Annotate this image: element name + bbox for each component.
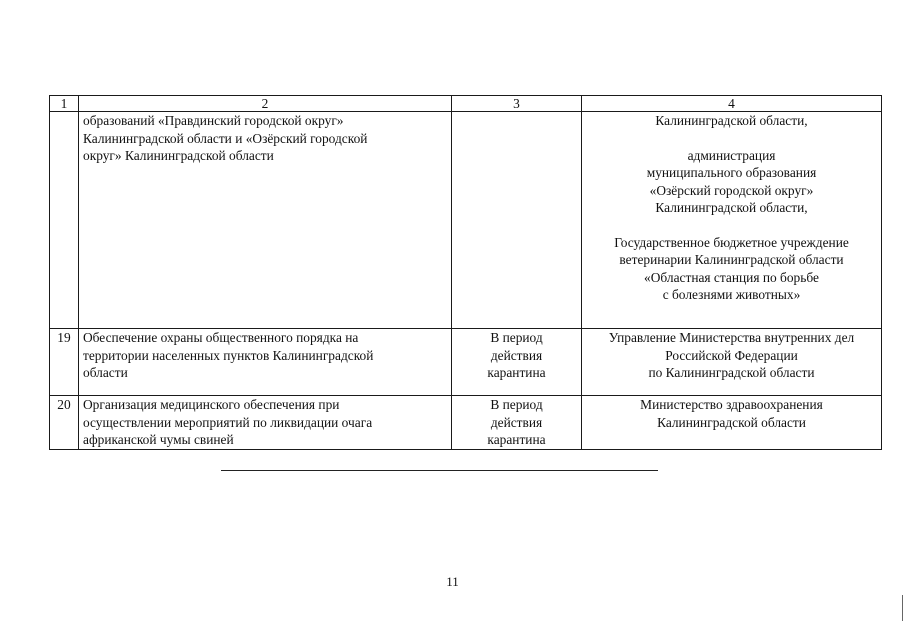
- scan-edge-mark: [902, 595, 903, 621]
- text-line: территории населенных пунктов Калининградской: [83, 347, 374, 363]
- text-line: округ» Калининградской области: [83, 148, 274, 163]
- measures-table: [49, 95, 882, 450]
- text-line: Управление Министерства внутренних дел: [608, 330, 855, 345]
- footer-divider: [221, 470, 658, 471]
- text-line: муниципального образования: [646, 165, 817, 180]
- blank-line: [586, 130, 877, 147]
- text-line: действия: [490, 347, 543, 363]
- text-line: Калининградской области и «Озёрский городской: [83, 130, 368, 146]
- text-line: администрация: [687, 147, 776, 163]
- row-number: 20: [50, 396, 79, 450]
- text-line: Министерство здравоохранения: [640, 397, 823, 412]
- deadline-cell: [452, 112, 582, 329]
- text-line: Обеспечение охраны общественного порядка на: [83, 330, 359, 345]
- table-row: [50, 396, 882, 450]
- text-line: Калининградской области,: [655, 113, 808, 128]
- text-line: карантина: [487, 365, 546, 380]
- text-line: «Областная станция по борьбе: [644, 269, 819, 285]
- responsible-cell: [582, 329, 882, 396]
- measure-cell: [79, 112, 452, 329]
- row-number: [50, 112, 79, 329]
- column-header: 3: [452, 96, 582, 112]
- deadline-cell: [452, 329, 582, 396]
- text-line: действия: [490, 414, 543, 430]
- table-row: [50, 329, 882, 396]
- column-header: 2: [79, 96, 452, 112]
- table-header-row: [50, 96, 882, 112]
- table-row: [50, 112, 882, 329]
- text-line: по Калининградской области: [648, 365, 815, 380]
- deadline-cell: [452, 396, 582, 450]
- text-line: «Озёрский городской округ»: [649, 182, 814, 198]
- text-line: африканской чумы свиней: [83, 432, 234, 447]
- text-line: В период: [490, 397, 543, 412]
- column-header: 1: [50, 96, 79, 112]
- text-line: карантина: [487, 432, 546, 447]
- text-line: осуществлении мероприятий по ликвидации очага: [83, 414, 373, 430]
- measure-cell: [79, 329, 452, 396]
- text-line: Калининградской области: [657, 414, 806, 430]
- text-line: с болезнями животных»: [662, 287, 801, 302]
- text-line: Калининградской области,: [655, 200, 808, 215]
- column-header: 4: [582, 96, 882, 112]
- text-line: В период: [490, 330, 543, 345]
- measure-cell: [79, 396, 452, 450]
- text-line: образований «Правдинский городской округ»: [83, 113, 344, 128]
- blank-line: [586, 217, 877, 234]
- row-number: 19: [50, 329, 79, 396]
- page-number: 11: [446, 574, 459, 589]
- text-line: ветеринарии Калининградской области: [619, 252, 844, 267]
- responsible-cell: [582, 112, 882, 329]
- text-line: Государственное бюджетное учреждение: [614, 234, 849, 250]
- text-line: Организация медицинского обеспечения при: [83, 397, 340, 412]
- text-line: Российской Федерации: [665, 347, 798, 363]
- text-line: области: [83, 365, 128, 380]
- responsible-cell: [582, 396, 882, 450]
